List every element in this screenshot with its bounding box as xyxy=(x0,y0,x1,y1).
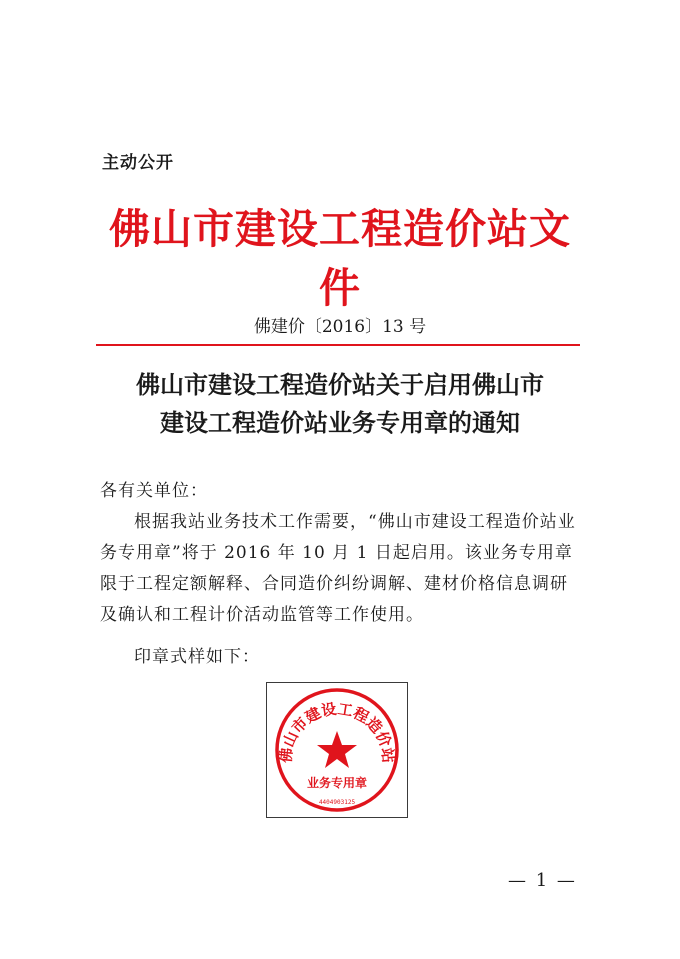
seal-center-text: 业务专用章 xyxy=(306,776,368,790)
seal-arc-text: 佛山市建设工程造价站 xyxy=(276,699,398,764)
organization-title: 佛山市建设工程造价站文件 xyxy=(109,205,571,312)
seal-serial: 4404903125 xyxy=(318,799,356,806)
seal-star-icon xyxy=(317,731,357,768)
disclosure-label: 主动公开 xyxy=(102,153,174,173)
salutation: 各有关单位： xyxy=(100,481,208,501)
document-number: 佛建价〔2016〕13 号 xyxy=(253,317,427,337)
seal-sample-box xyxy=(266,682,408,818)
notice-title-line-1: 佛山市建设工程造价站关于启用佛山市 xyxy=(136,370,544,399)
red-divider xyxy=(96,344,580,346)
seal-intro: 印章式样如下： xyxy=(134,647,260,667)
page-number: — 1 — xyxy=(508,870,577,891)
notice-title xyxy=(0,366,680,442)
notice-title-line-2: 建设工程造价站业务专用章的通知 xyxy=(160,408,520,437)
notice-body: 根据我站业务技术工作需要，“佛山市建设工程造价站业务专用章”将于 2016 年 10 月 1 日起启用。该业务专用章限于工程定额解释、合同造价纠纷调解、建材价格信息调研及确认和工程计价活动监管等工作使用。 xyxy=(100,512,576,625)
official-seal-image xyxy=(267,683,409,819)
